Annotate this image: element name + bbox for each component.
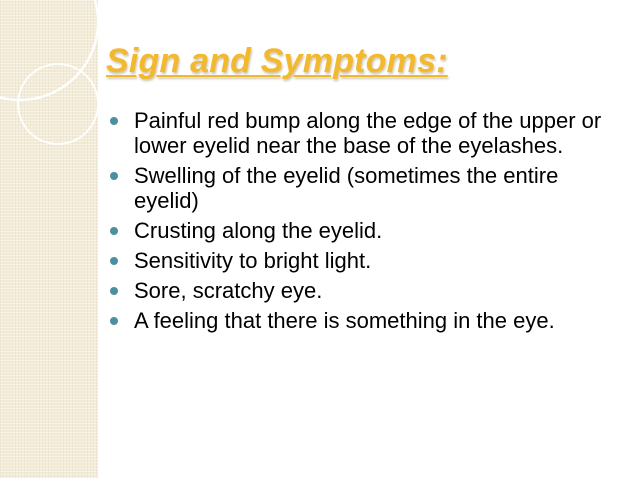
bullet-list (106, 108, 626, 338)
slide-title: Sign and Symptoms: (106, 42, 448, 80)
bullet-icon (110, 257, 118, 265)
bullet-item (106, 278, 626, 303)
bullet-text: Painful red bump along the edge of the upper or lower eyelid near the base of the eyelashes. (134, 108, 602, 158)
bullet-text: Swelling of the eyelid (sometimes the entire eyelid) (134, 163, 559, 213)
bullet-icon (110, 227, 118, 235)
bullet-item (106, 218, 626, 243)
bullet-text: Sore, scratchy eye. (134, 278, 323, 303)
bullet-icon (110, 172, 118, 180)
bullet-item (106, 108, 626, 158)
bullet-text: Crusting along the eyelid. (134, 218, 383, 243)
bullet-text: Sensitivity to bright light. (134, 248, 372, 273)
decorative-ring-outer (0, 0, 98, 100)
bullet-text: A feeling that there is something in the eye. (134, 308, 555, 333)
bullet-item (106, 248, 626, 273)
bullet-icon (110, 317, 118, 325)
bullet-item (106, 308, 626, 333)
decorative-ring-inner (18, 64, 98, 144)
bullet-icon (110, 287, 118, 295)
bullet-icon (110, 117, 118, 125)
bullet-item (106, 163, 626, 213)
